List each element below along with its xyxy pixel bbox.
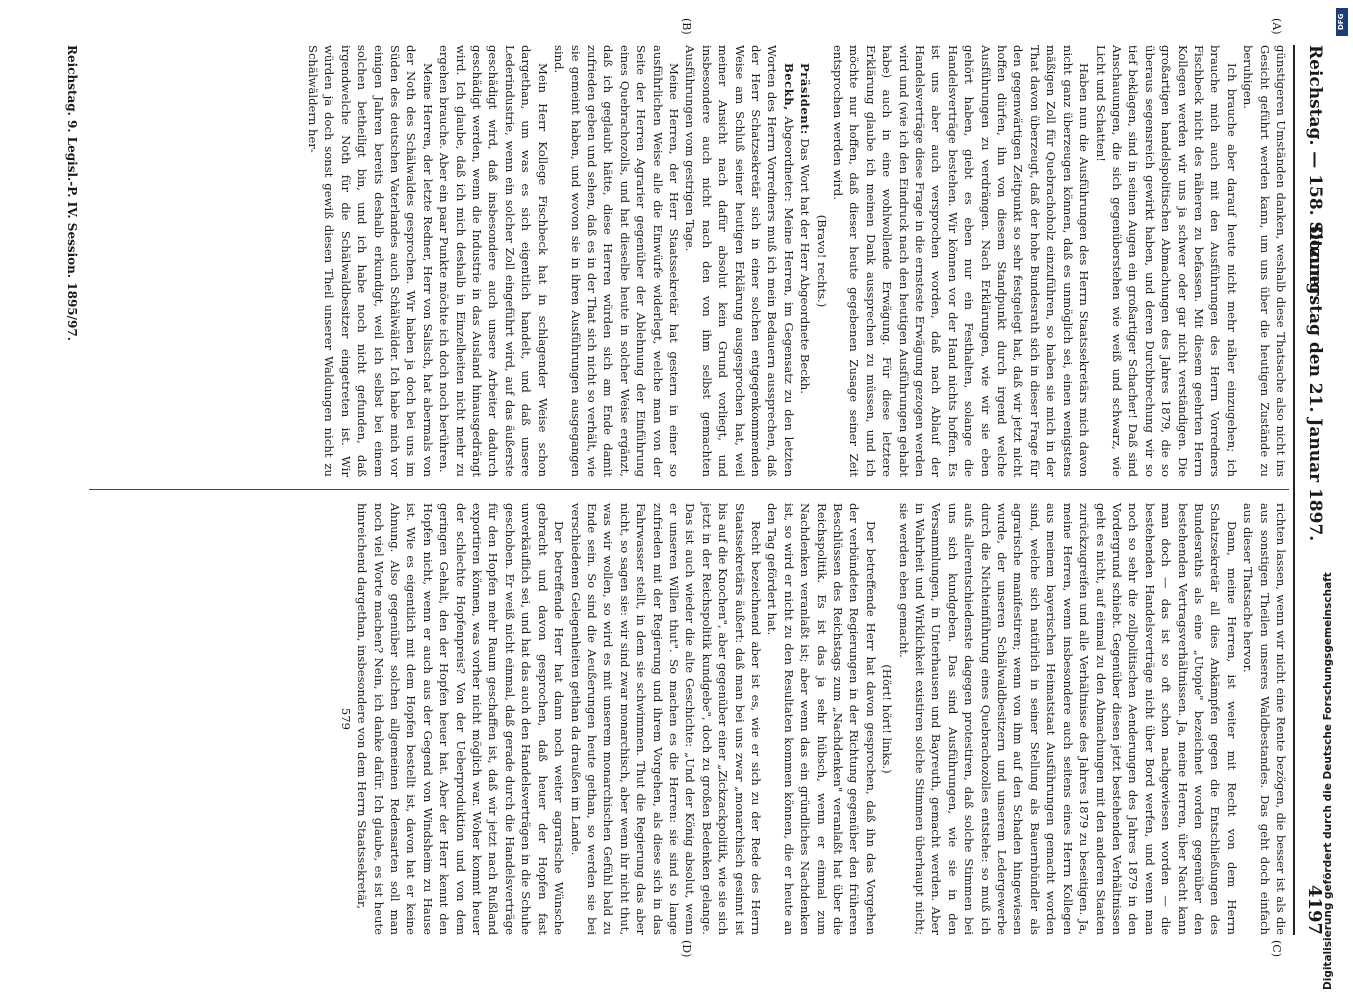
digitization-credit (1313, 10, 1343, 990)
speaker-name: Beckh, (781, 63, 796, 111)
header-date: Donnerstag den 21. Januar 1897. (1305, 225, 1325, 542)
dfg-logo-text: DFG (1337, 13, 1345, 30)
paragraph: günstigeren Umständen danken, weshalb diese Thatsache also nicht ins Gesicht geführt werden kann, um uns über die heutigen Zustände zu beruhigen. (1241, 45, 1288, 477)
paragraph: richten lassen, wenn wir nicht eine Rente bezögen, die besser ist als die aus sonstigen Theilen unseres Waldbestandes. Das geht doch einfach aus dieser Thatsache hervor. (1241, 503, 1288, 935)
page-number: 4197 (1304, 884, 1325, 935)
signature-mark: 579 (338, 707, 353, 731)
dfg-logo (1336, 8, 1348, 36)
margin-marker-d: (D) (680, 940, 693, 958)
header-left: Reichstag. — 158. Sitzung. (1305, 45, 1325, 301)
margin-marker-a: (A) (1270, 18, 1283, 35)
interjection: (Bravo! rechts.) (814, 214, 829, 308)
paragraph (682, 45, 797, 477)
paragraph: Recht bezeichnend aber ist es, wie er sich zu der Rede des Herrn Staatssekretärs äußert: daß man bei uns zwar „monarchisch gesinnt ist bis auf die Knochen", aber gegenüber einer „Zickzackpolitik, wie sie sich jetzt in der Reichspolitik kundgebe", doch zu großen Bedenken gelange. Das ist auch wieder die alte Geschichte: „Und der König absolut, wenn er unseren Willen thut". So machen es die Herren: sie sind so lange zufrieden mit der Regierung und ihrem Vorgehen, als diese sich in das Fahrwasser stellt, in dem sie schwimmen. Thut die Regierung das aber nicht, so sagen sie: wir sind zwar monarchisch, aber wenn ihr nicht thut, was wir wollen, so wird es mit unserem monarchischen Gefühl bald zu Ende sein. So sind die Aeußerungen heute gethan, so werden sie bei verschiedenen Gelegenheiten gethan da draußen im Lande. (568, 503, 763, 935)
speech-text: Das Wort hat der Herr Abgeordnete Beckh. (798, 134, 813, 394)
credit-text: Digitalisierung gefördert durch die Deutsche Forschungsgemeinschaft (1322, 572, 1334, 990)
margin-marker-c: (C) (1270, 940, 1283, 957)
header-rule (1293, 45, 1295, 935)
paragraph: Meine Herren, der letzte Redner, Herr von Salisch, hat abermals von der Noth des Schälwaldes gesprochen. Wir haben ja doch bei uns im Süden des deutschen Vaterlandes auch Schälwälder. Ich habe mich vor einigen Jahren bereits deshalb erkundigt, weil ich selbst bei einem solchen betheiligt bin, und ich habe noch nicht gefunden, daß irgendwelche Noth für die Schälwaldbesitzer eingetreten ist. Wir würden ja doch sonst gewiß diesen Theil unserer Waldungen nicht zu Schälwäldern her- (306, 45, 435, 477)
margin-marker-b: (B) (680, 18, 693, 35)
right-column (89, 503, 1289, 935)
page-footer (53, 45, 83, 935)
paragraph: Meine Herren, der Herr Staatssekretär hat gestern in einer so ausführlichen Weise alle die Einwürfe widerlegt, welche man von der Seite der Herren Agrarier gegenüber der Ablehnung der Einführung eines Quebrachozolls, und hat dieselbe heute in solcher Weise ergänzt, daß ich geglaubt hätte, diese Herren würden sich am Ende damit zufrieden geben und sehen, daß es in der That sich nicht so verhält, wie sie gemeint haben, und wovon sie in ihren Ausführungen ausgegangen sind. (552, 45, 681, 477)
paragraph: Der betreffende Herr hat dann noch weiter agrarische Wünsche gebracht und davon gesprochen, daß heuer der Hopfen fast unverkäuflich sei, und hat das auch den Handelsverträgen in die Schuhe geschoben. Er weiß nicht einmal, daß gerade durch die Handelsverträge für den Hopfen mehr Raum geschaffen ist, daß wir jetzt nach Rußland exportiren können, was vorher nicht möglich war. Woher kommt heuer der schlechte Hopfenpreis? Von der Ueberproduktion und von dem geringen Gehalt, den der Hopfen heuer hat. Aber der Herr kennt den Hopfen nicht, wenn er auch aus der Gegend von Windsheim zu Hause ist. Wie es eigentlich mit dem Hopfen bestellt ist, davon hat er keine Ahnung. Also gegenüber solchen allgemeinen Redensarten soll man noch viel Worte machen? Nein, ich danke dafür. Ich glaube, es ist heute hinreichend dargethan, insbesondere von dem Herrn Staatssekretär, (355, 503, 567, 935)
column-divider (89, 489, 1289, 490)
speech-text: Abgeordneter: Meine Herren, im Gegensatz zu den letzten Worten des Herrn Vorredners muß ich mein Bedauern aussprechen, daß der Herr Schatzsekretär sich in einer solchen entgegenkommenden Weise am Schluß seiner heutigen Erklärung ausgesprochen hat, weil meiner Ansicht nach dafür absolut kein Grund vorliegt, und insbesondere auch nicht nach den von ihm selbst gemachten Ausführungen vom gestrigen Tage. (683, 45, 796, 477)
paragraph: Dann, meine Herren, ist weiter mit Recht von dem Herrn Schatzsekretär all dies Ankämpfen gegen die Entschließungen des Bundesraths als eine „Utopie" bezeichnet worden gegenüber den bestehenden Vertragsverhältnissen. Ja, meine Herren, über Nacht kann man doch — das ist so oft schon nachgewiesen worden — die bestehenden Handelsverträge nicht über Bord werfen, und wenn man noch so sehr die zollpolitischen Aenderungen des Jahres 1879 in den Vordergrund schiebt. Gegenüber diesen jetzt bestehenden Verhältnissen geht es nicht, auf einmal zu den Abmachungen mit den anderen Staaten zurückzugreifen und alle Verhältnisse des Jahres 1879 zu beseitigen. Ja, meine Herren, wenn insbesondere auch seitens eines Herrn Kollegen aus meinem bayerischen Heimatstaat Ausführungen gemacht worden sind, welche sich natürlich in seiner Stellung als Bauernbündler als agrarische manifestiren; wenn von ihm auf den Schaden hingewiesen wurde, der unseren Schälwaldbesitzern und unserem Ledergewerbe durch die Nichteinführung eines Quebrachozolles entstehe: so muß ich aufs allerentschiedenste dagegen protestiren, daß solche Stimmen bei uns sich kundgeben. Das sind Ausführungen, wie sie in den Versammlungen, in Unterhausen und Bayreuth, gemacht werden. Aber in Wahrheit und Wirklichkeit existiren solche Stimmen überhaupt nicht; sie werden eben gemacht. (896, 503, 1239, 935)
speaker-name: Präsident: (798, 63, 813, 135)
paragraph: Mein Herr Kollege Fischbeck hat in schlagender Weise schon dargethan, um was es sich eigentlich handelt, und daß unsere Lederindustrie, wenn ein solcher Zoll eingeführt wird, auf das äußerste geschädigt wird, daß insbesondere auch unsere Arbeiter dadurch geschädigt werden, wenn die Industrie in das Ausland hinausgedrängt wird. Ich glaube, daß ich mich deshalb in Einzelheiten nicht mehr zu ergehen brauche. Aber ein paar Punkte möchte ich doch noch berühren. (437, 45, 550, 477)
footer-session: Reichstag. 9. Legisl.-P. IV. Session. 1895/97. (65, 45, 79, 341)
left-column (89, 45, 1289, 477)
paragraph (797, 45, 813, 477)
paragraph: Der betreffende Herr hat davon gesprochen, daß ihn das Vorgehen der verbündeten Regierungen in der Richtung gegenüber den früheren Beschlüssen des Reichstags zum „Nachdenken" veranlaßt hat über die Reichspolitik. Es ist das ja sehr hübsch, wenn er einmal zum Nachdenken veranlaßt ist; aber wenn das ein gründliches Nachdenken ist, so wird er nicht zu den Resultaten kommen können, die er heute an den Tag gefördert hat. (765, 503, 878, 935)
paragraph: Ich brauche aber darauf heute nicht mehr näher einzugehen; ich brauche mich auch mit den Ausführungen des Herrn Vorredners Fischbeck nicht des näheren zu befassen. Mit diesem geehrten Herrn Kollegen werden wir uns ja schwer oder gar nicht verständigen. Die großartigen handelspolitischen Abmachungen des Jahres 1879, die so überaus segensreich gewirkt haben, und deren Durchbrechung wir so tief beklagen, sind in seinen Augen ein großartiger Schacher! Daß sind Anschauungen, die sich gegenüberstehen wie weiß und schwarz, wie Licht und Schatten! (1093, 45, 1239, 477)
paragraph: Haben nun die Ausführungen des Herrn Staatssekretärs mich davon nicht ganz überzeugen können, daß es unmöglich sei, einen wenigstens mäßigen Zoll für Quebrachoholz einzuführen, so haben sie mich in der That davon überzeugt, daß der hohe Bundesrath sich in dieser Frage für den gegenwärtigen Zeitpunkt so sehr festgelegt hat, daß wir jetzt nicht hoffen dürfen, ihn von diesem Standpunkt durch irgend welche Ausführungen zu verdrängen. Nach Erklärungen, wie wir sie eben gehört haben, giebt es eben nur ein Festhalten, solange die Handelsverträge bestehen. Wir können vor der Hand nichts hoffen. Es ist uns aber auch versprochen worden, daß nach Ablauf der Handelsverträge diese Frage in die ernsteste Erwägung gezogen werden wird und (wie ich den Eindruck nach den heutigen Ausführungen gehabt habe) auch in eine wohlwollende Erwägung. Für diese letztere Erklärung glaube ich meinen Dank aussprechen zu müssen, und ich möchte nur hoffen, daß dieser heute gegebenen Zusage seiner Zeit entsprochen werden wird. (831, 45, 1092, 477)
interjection: (Hört! hört! links.) (880, 664, 895, 774)
